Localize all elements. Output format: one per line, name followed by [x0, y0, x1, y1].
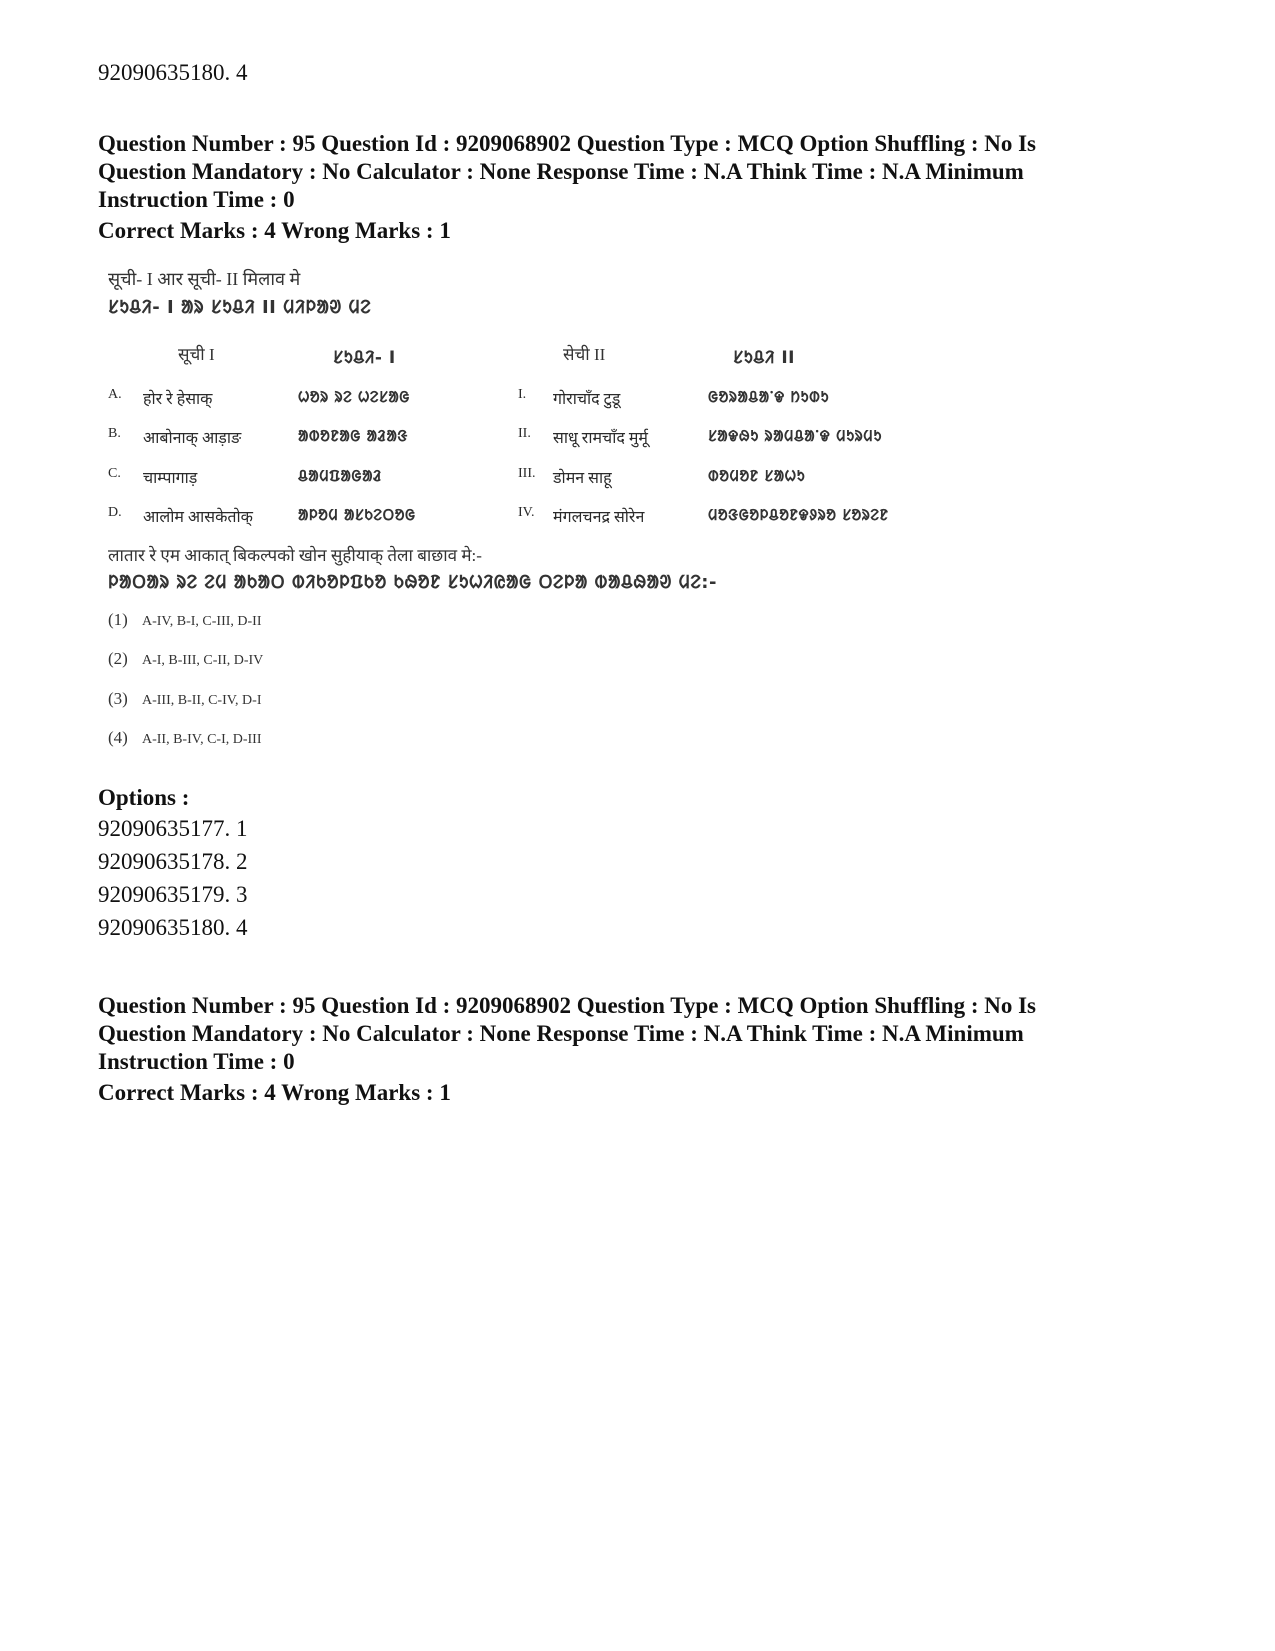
question-header [98, 130, 1178, 214]
options-heading: Options : [98, 785, 190, 810]
question-header-line: Question Mandatory : No Calculator : None Response Time : N.A Think Time : N.A Minimum [98, 159, 1024, 184]
match-row: A. होर रे हेसाक् ᱦᱚᱨ ᱨᱮ ᱦᱮᱥᱟᱜ I. गोराचाँद टुडू ᱜᱚᱨᱟᱪᱟᱸᱫ ᱴᱩᱰᱩ [108, 387, 830, 408]
answer-choice: (3) A-III, B-II, C-IV, D-I [108, 689, 262, 708]
instruction-olchiki: ᱥᱩᱪᱤ- I ᱟᱨ ᱥᱩᱪᱤ II ᱢᱤᱞᱟᱣ ᱢᱮ [108, 297, 372, 318]
next-question-header [98, 992, 1178, 1076]
option-item: 92090635180. 4 [98, 915, 248, 940]
answer-choice: (1) A-IV, B-I, C-III, D-II [108, 610, 262, 629]
instruction-hindi: सूची- I आर सूची- II मिलाव मे [108, 269, 301, 289]
question-header-line: Question Number : 95 Question Id : 9209068902 Question Type : MCQ Option Shuffling : No Is [98, 993, 1037, 1018]
column-header-list1-olchiki: ᱥᱩᱪᱤ- I [333, 348, 396, 368]
next-question-marks: Correct Marks : 4 Wrong Marks : 1 [98, 1080, 451, 1105]
column-header-list2-hindi: सेची II [563, 345, 606, 364]
question-header-line: Question Mandatory : No Calculator : None Response Time : N.A Think Time : N.A Minimum [98, 1021, 1024, 1046]
prompt-olchiki: ᱞᱟᱛᱟᱨ ᱨᱮ ᱮᱢ ᱟᱠᱟᱛ ᱵᱤᱠᱚᱞᱯᱠᱚ ᱠᱷᱚᱱ ᱥᱩᱦᱤᱭᱟᱜ ᱛᱮᱞᱟ ᱵᱟᱪᱷᱟᱣ ᱢᱮ:- [108, 572, 717, 593]
option-item: 92090635178. 2 [98, 849, 248, 874]
prompt-hindi: लातार रे एम आकात् बिकल्पको खोन सुहीयाक् तेला बाछाव मे:- [108, 546, 482, 565]
answer-choice: (4) A-II, B-IV, C-I, D-III [108, 728, 262, 747]
question-image [108, 269, 968, 760]
match-row: B. आबोनाक् आड़ाङ ᱟᱵᱚᱱᱟᱜ ᱟᱲᱟᱝ II. साधू रामचाँद मुर्मू ᱥᱟᱫᱷᱩ ᱨᱟᱢᱪᱟᱸᱫ ᱢᱩᱨᱢᱩ [108, 426, 882, 447]
question-header-line: Instruction Time : 0 [98, 1049, 295, 1074]
question-header-line: Instruction Time : 0 [98, 187, 295, 212]
question-header-line: Question Number : 95 Question Id : 9209068902 Question Type : MCQ Option Shuffling : No Is [98, 131, 1037, 156]
question-marks: Correct Marks : 4 Wrong Marks : 1 [98, 218, 451, 243]
match-row: C. चाम्पागाड़ ᱪᱟᱢᱯᱟᱜᱟᱲ III. डोमन साहू ᱰᱚᱢᱚᱱ ᱥᱟᱦᱩ [108, 466, 806, 487]
option-item: 92090635179. 3 [98, 882, 248, 907]
previous-answer: 92090635180. 4 [98, 60, 248, 85]
column-header-list2-olchiki: ᱥᱩᱪᱤ II [733, 348, 795, 368]
answer-choice: (2) A-I, B-III, C-II, D-IV [108, 649, 264, 668]
option-item: 92090635177. 1 [98, 816, 248, 841]
column-header-list1-hindi: सूची I [178, 345, 215, 364]
match-row: D. आलोम आसकेतोक् ᱟᱞᱚᱢ ᱟᱥᱠᱮᱛᱚᱜ IV. मंगलचनद्र सोरेन ᱢᱚᱝᱜᱚᱞᱪᱚᱱᱫᱽᱨᱚ ᱥᱚᱨᱮᱱ [108, 505, 889, 526]
